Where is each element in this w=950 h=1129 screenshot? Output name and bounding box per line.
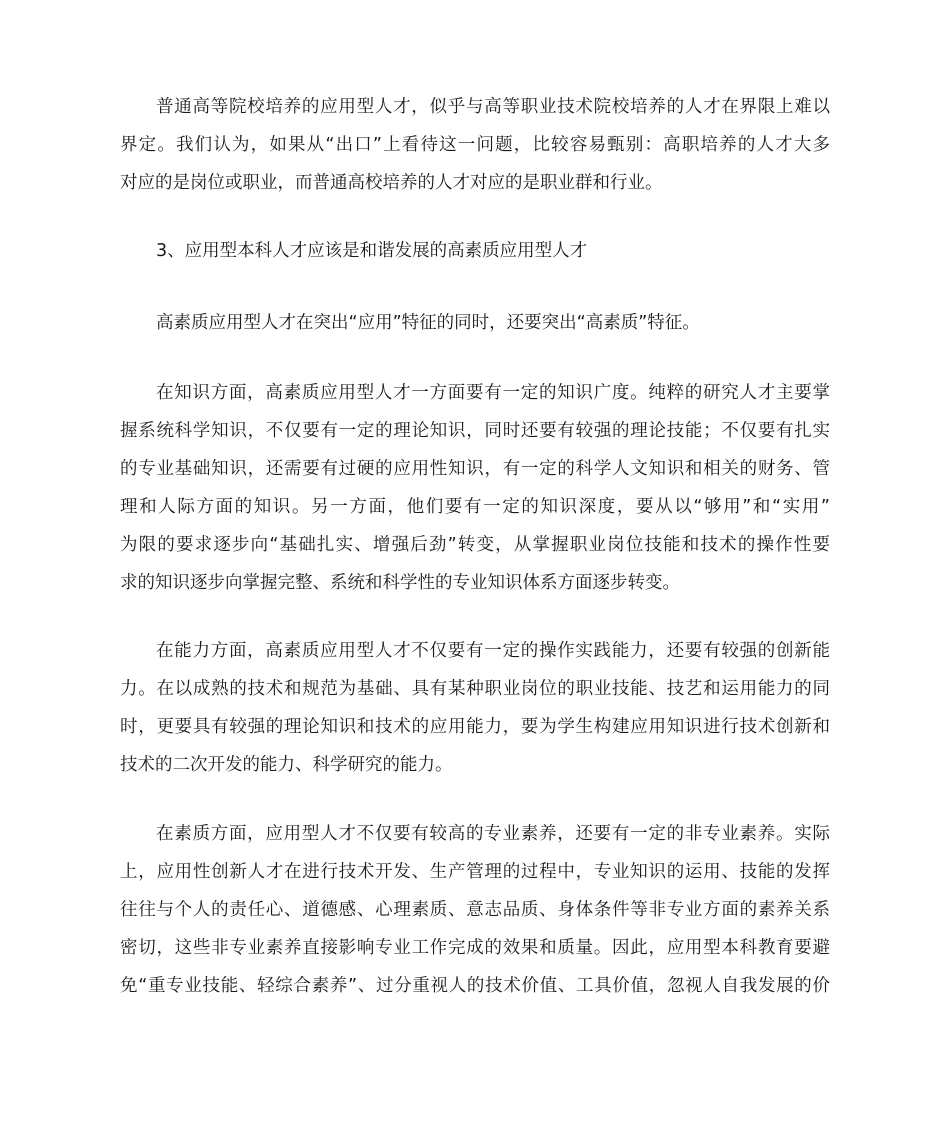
paragraph-line: 为限的要求逐步向“基础扎实、增强后劲”转变，从掌握职业岗位技能和技术的操作性要	[120, 535, 830, 555]
paragraph-line: 技术的二次开发的能力、科学研究的能力。	[120, 755, 453, 775]
paragraph-quality	[120, 815, 830, 1005]
paragraph-line: 界定。我们认为，如果从“出口”上看待这一问题，比较容易甄别：高职培养的人才大多	[120, 135, 830, 155]
paragraph-line: 力。在以成熟的技术和规范为基础、具有某种职业岗位的职业技能、技艺和运用能力的同	[120, 679, 830, 699]
paragraph-line: 普通高等院校培养的应用型人才，似乎与高等职业技术院校培养的人才在界限上难以	[156, 97, 830, 117]
paragraph-line: 在知识方面，高素质应用型人才一方面要有一定的知识广度。纯粹的研究人才主要掌	[156, 383, 830, 403]
paragraph-line: 往往与个人的责任心、道德感、心理素质、意志品质、身体条件等非专业方面的素养关系	[120, 900, 830, 920]
section-heading	[120, 232, 830, 270]
paragraph-line: 在素质方面，应用型人才不仅要有较高的专业素养，还要有一定的非专业素养。实际	[156, 824, 830, 844]
paragraph-line: 密切，这些非专业素养直接影响专业工作完成的效果和质量。因此，应用型本科教育要避	[120, 938, 830, 958]
paragraph-line: 时，更要具有较强的理论知识和技术的应用能力，要为学生构建应用知识进行技术创新和	[120, 717, 830, 737]
paragraph-line: 在能力方面，高素质应用型人才不仅要有一定的操作实践能力，还要有较强的创新能	[156, 641, 830, 661]
paragraph-3	[120, 304, 830, 342]
paragraph-line: 高素质应用型人才在突出“应用”特征的同时，还要突出“高素质”特征。	[156, 313, 700, 333]
paragraph-line: 握系统科学知识，不仅要有一定的理论知识，同时还要有较强的理论技能；不仅要有扎实	[120, 421, 830, 441]
paragraph-line: 理和人际方面的知识。另一方面，他们要有一定的知识深度，要从以“够用”和“实用”	[120, 497, 830, 517]
paragraph-line: 免“重专业技能、轻综合素养”、过分重视人的技术价值、工具价值，忽视人自我发展的价	[120, 976, 830, 996]
paragraph-line: 对应的是岗位或职业，而普通高校培养的人才对应的是职业群和行业。	[120, 173, 663, 193]
paragraph-line: 的专业基础知识，还需要有过硬的应用性知识，有一定的科学人文知识和相关的财务、管	[120, 459, 830, 479]
paragraph-knowledge	[120, 374, 830, 602]
paragraph-line: 上，应用性创新人才在进行技术开发、生产管理的过程中，专业知识的运用、技能的发挥	[120, 862, 830, 882]
section-heading-text: 3、应用型本科人才应该是和谐发展的高素质应用型人才	[156, 241, 588, 261]
paragraph-line: 求的知识逐步向掌握完整、系统和科学性的专业知识体系方面逐步转变。	[120, 573, 680, 593]
paragraph-ability	[120, 632, 830, 784]
paragraph-1	[120, 88, 830, 202]
